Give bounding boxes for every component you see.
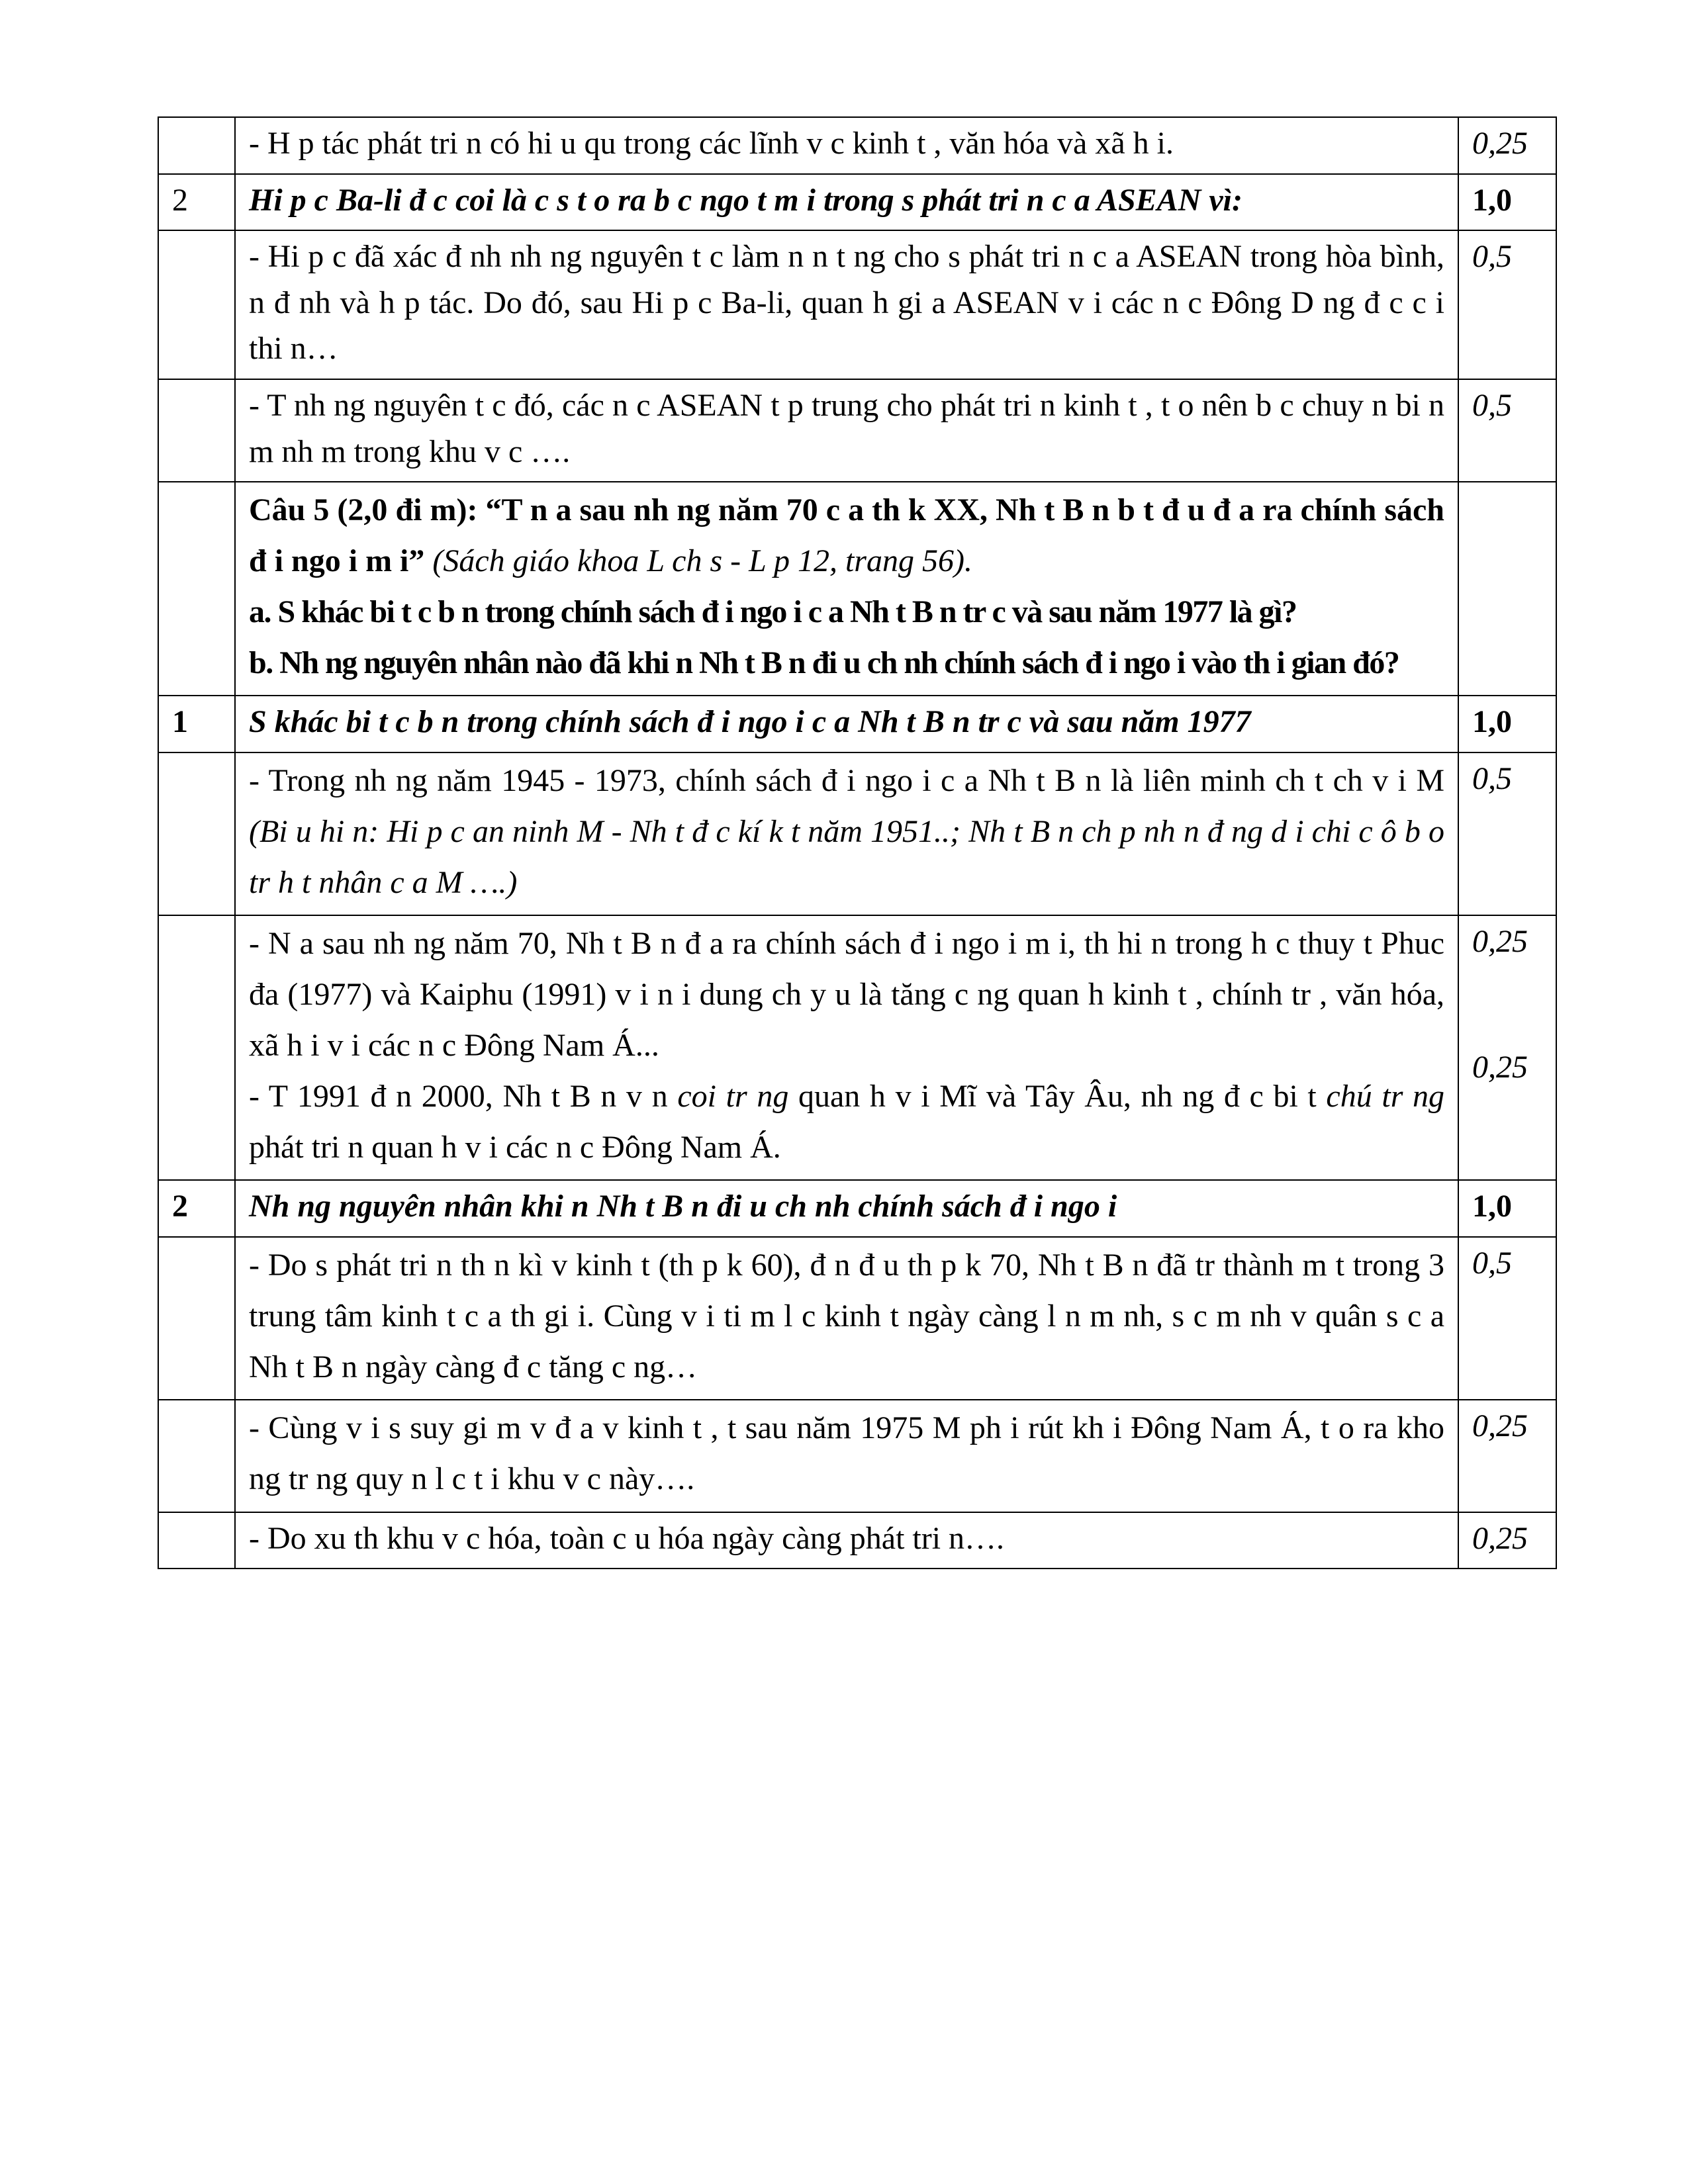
answer-key-table bbox=[158, 116, 1557, 1569]
table-row bbox=[158, 752, 1556, 915]
row-number bbox=[158, 117, 235, 174]
answer-text: - Do xu th khu v c hóa, toàn c u hóa ngày càng phát tri n…. bbox=[235, 1512, 1458, 1569]
points: 0,5 bbox=[1458, 230, 1556, 379]
answer-text bbox=[235, 752, 1458, 915]
answer-text-emphasis: coi tr ng bbox=[677, 1078, 789, 1114]
question-5-part-a: a. S khác bi t c b n trong chính sách đ i ngo i c a Nh t B n tr c và sau năm 1977 là gì? bbox=[249, 594, 1297, 629]
points: 0,25 bbox=[1458, 117, 1556, 174]
table-row bbox=[158, 1237, 1556, 1400]
answer-paragraph: - N a sau nh ng năm 70, Nh t B n đ a ra chính sách đ i ngo i m i, th hi n trong h c thuy t Phuc đa (1977) và Kaiphu (1991) v i n i dung ch y u là tăng c ng quan h kinh t , chính tr , văn hóa, xã h i v i các n c Đông Nam Á... bbox=[249, 926, 1444, 1063]
table-row bbox=[158, 174, 1556, 231]
points: 1,0 bbox=[1458, 174, 1556, 231]
answer-text-segment: - T 1991 đ n 2000, Nh t B n v n bbox=[249, 1078, 668, 1114]
question-5-source: (Sách giáo khoa L ch s - L p 12, trang 56). bbox=[432, 543, 972, 578]
points-second: 0,25 bbox=[1472, 1049, 1528, 1085]
row-number bbox=[158, 752, 235, 915]
question-5 bbox=[235, 482, 1458, 696]
row-number: 2 bbox=[158, 1180, 235, 1237]
question-5-prompt bbox=[249, 485, 1444, 587]
table-row bbox=[158, 696, 1556, 752]
points-first: 0,25 bbox=[1472, 924, 1528, 960]
points: 0,25 bbox=[1458, 1400, 1556, 1512]
table-row bbox=[158, 230, 1556, 379]
points: 1,0 bbox=[1458, 696, 1556, 752]
table-row bbox=[158, 1512, 1556, 1569]
points-spacer bbox=[1472, 965, 1542, 1005]
row-number bbox=[158, 915, 235, 1180]
answer-text: - Cùng v i s suy gi m v đ a v kinh t , t sau năm 1975 M ph i rút kh i Đông Nam Á, t o ra kho ng tr ng quy n l c t i khu v c này…. bbox=[235, 1400, 1458, 1512]
answer-heading: Hi p c Ba-li đ c coi là c s t o ra b c ngo t m i trong s phát tri n c a ASEAN vì: bbox=[235, 174, 1458, 231]
table-row bbox=[158, 117, 1556, 174]
table-row bbox=[158, 915, 1556, 1180]
question-5-part-b: b. Nh ng nguyên nhân nào đã khi n Nh t B n đi u ch nh chính sách đ i ngo i vào th i gian đó? bbox=[249, 645, 1399, 680]
row-number: 2 bbox=[158, 174, 235, 231]
row-number bbox=[158, 1512, 235, 1569]
row-number bbox=[158, 482, 235, 696]
answer-heading: S khác bi t c b n trong chính sách đ i ngo i c a Nh t B n tr c và sau năm 1977 bbox=[235, 696, 1458, 752]
row-number bbox=[158, 379, 235, 482]
answer-text: - Hi p c đã xác đ nh nh ng nguyên t c làm n n t ng cho s phát tri n c a ASEAN trong hòa bình, n đ nh và h p tác. Do đó, sau Hi p c Ba-li, quan h gi a ASEAN v i các n c Đông D ng đ c c i thi n… bbox=[235, 230, 1458, 379]
points-spacer bbox=[1472, 1005, 1542, 1044]
points: 0,25 bbox=[1458, 1512, 1556, 1569]
points: 0,5 bbox=[1458, 1237, 1556, 1400]
row-number bbox=[158, 1400, 235, 1512]
points: 0,5 bbox=[1458, 752, 1556, 915]
row-number: 1 bbox=[158, 696, 235, 752]
answer-paragraph bbox=[249, 1071, 1444, 1173]
points: 1,0 bbox=[1458, 1180, 1556, 1237]
answer-text-example: (Bi u hi n: Hi p c an ninh M - Nh t đ c kí k t năm 1951..; Nh t B n ch p nh n đ ng d i chi c ô b o tr h t nhân c a M ….) bbox=[249, 813, 1444, 900]
table-row bbox=[158, 379, 1556, 482]
answer-text: - T nh ng nguyên t c đó, các n c ASEAN t p trung cho phát tri n kinh t , t o nên b c chuy n bi n m nh m trong khu v c …. bbox=[235, 379, 1458, 482]
answer-text-segment: phát tri n quan h v i các n c Đông Nam Á. bbox=[249, 1129, 781, 1165]
answer-text-main: - Trong nh ng năm 1945 - 1973, chính sách đ i ngo i c a Nh t B n là liên minh ch t ch v i M bbox=[249, 762, 1444, 798]
row-number bbox=[158, 230, 235, 379]
points: 0,5 bbox=[1458, 379, 1556, 482]
question-5-title: Câu 5 (2,0 đi m): “T n a sau nh ng năm 70 c a th k XX, Nh t B n b t đ u đ a ra chính sách đ i ngo i m i” bbox=[249, 492, 1444, 578]
table-row bbox=[158, 1400, 1556, 1512]
points bbox=[1458, 915, 1556, 1180]
table-row bbox=[158, 1180, 1556, 1237]
answer-text: - H p tác phát tri n có hi u qu trong các lĩnh v c kinh t , văn hóa và xã h i. bbox=[235, 117, 1458, 174]
points bbox=[1458, 482, 1556, 696]
answer-text-emphasis: chú tr ng bbox=[1326, 1078, 1445, 1114]
answer-heading: Nh ng nguyên nhân khi n Nh t B n đi u ch nh chính sách đ i ngo i bbox=[235, 1180, 1458, 1237]
row-number bbox=[158, 1237, 235, 1400]
answer-text-segment: quan h v i Mĩ và Tây Âu, nh ng đ c bi t bbox=[798, 1078, 1317, 1114]
answer-text bbox=[235, 915, 1458, 1180]
table-row bbox=[158, 482, 1556, 696]
answer-text: - Do s phát tri n th n kì v kinh t (th p k 60), đ n đ u th p k 70, Nh t B n đã tr thành m t trong 3 trung tâm kinh t c a th gi i. Cùng v i ti m l c kinh t ngày càng l n m nh, s c m nh v quân s c a Nh t B n ngày càng đ c tăng c ng… bbox=[235, 1237, 1458, 1400]
